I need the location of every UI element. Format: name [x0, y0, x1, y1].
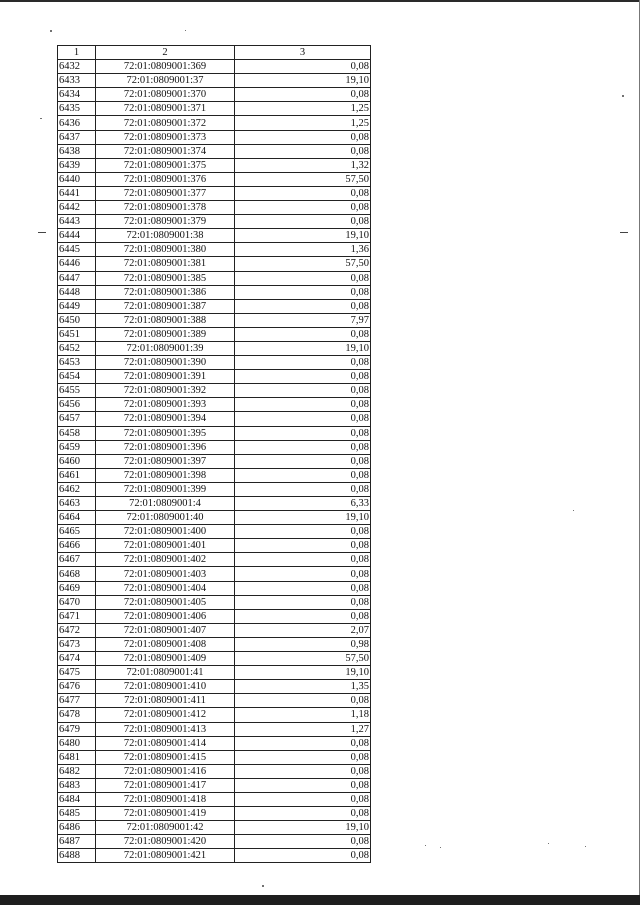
row-number-cell: 6462 [58, 482, 96, 496]
table-row [58, 511, 371, 525]
value-cell: 19,10 [235, 74, 371, 88]
value-cell: 19,10 [235, 821, 371, 835]
cadastral-number-cell: 72:01:0809001:377 [96, 186, 235, 200]
table-row [58, 666, 371, 680]
value-cell: 0,08 [235, 440, 371, 454]
table-row [58, 567, 371, 581]
cadastral-number-cell: 72:01:0809001:399 [96, 482, 235, 496]
row-number-cell: 6451 [58, 327, 96, 341]
cadastral-number-cell: 72:01:0809001:385 [96, 271, 235, 285]
table-row [58, 722, 371, 736]
value-cell: 0,08 [235, 525, 371, 539]
value-cell: 0,08 [235, 849, 371, 863]
table-row [58, 835, 371, 849]
cadastral-number-cell: 72:01:0809001:375 [96, 158, 235, 172]
value-cell: 6,33 [235, 497, 371, 511]
row-number-cell: 6455 [58, 384, 96, 398]
table-row [58, 736, 371, 750]
row-number-cell: 6470 [58, 595, 96, 609]
table-row [58, 454, 371, 468]
cadastral-number-cell: 72:01:0809001:404 [96, 581, 235, 595]
table-row [58, 440, 371, 454]
value-cell: 0,08 [235, 736, 371, 750]
scan-speck [38, 232, 46, 233]
table-row [58, 778, 371, 792]
scan-top-edge [0, 0, 640, 2]
cadastral-number-cell: 72:01:0809001:395 [96, 426, 235, 440]
table-row [58, 257, 371, 271]
table-row [58, 525, 371, 539]
table-row [58, 116, 371, 130]
value-cell: 0,08 [235, 186, 371, 200]
scan-speck [440, 847, 441, 848]
cadastral-number-cell: 72:01:0809001:393 [96, 398, 235, 412]
table-row [58, 370, 371, 384]
value-cell: 0,08 [235, 694, 371, 708]
row-number-cell: 6457 [58, 412, 96, 426]
cadastral-number-cell: 72:01:0809001:420 [96, 835, 235, 849]
cadastral-number-cell: 72:01:0809001:390 [96, 356, 235, 370]
cadastral-number-cell: 72:01:0809001:4 [96, 497, 235, 511]
value-cell: 1,27 [235, 722, 371, 736]
row-number-cell: 6452 [58, 341, 96, 355]
table-row [58, 60, 371, 74]
value-cell: 1,36 [235, 243, 371, 257]
value-cell: 1,32 [235, 158, 371, 172]
table-row [58, 708, 371, 722]
row-number-cell: 6482 [58, 764, 96, 778]
scan-speck [425, 845, 426, 846]
table-row [58, 623, 371, 637]
row-number-cell: 6450 [58, 313, 96, 327]
value-cell: 0,08 [235, 215, 371, 229]
cadastral-number-cell: 72:01:0809001:411 [96, 694, 235, 708]
table-row [58, 158, 371, 172]
value-cell: 0,08 [235, 835, 371, 849]
row-number-cell: 6468 [58, 567, 96, 581]
value-cell: 0,08 [235, 130, 371, 144]
row-number-cell: 6465 [58, 525, 96, 539]
value-cell: 0,08 [235, 609, 371, 623]
table-row [58, 595, 371, 609]
cadastral-number-cell: 72:01:0809001:403 [96, 567, 235, 581]
cadastral-number-cell: 72:01:0809001:398 [96, 468, 235, 482]
value-cell: 0,08 [235, 412, 371, 426]
table-row [58, 130, 371, 144]
cadastral-number-cell: 72:01:0809001:387 [96, 299, 235, 313]
row-number-cell: 6453 [58, 356, 96, 370]
row-number-cell: 6439 [58, 158, 96, 172]
scan-bottom-edge [0, 895, 640, 905]
row-number-cell: 6477 [58, 694, 96, 708]
row-number-cell: 6486 [58, 821, 96, 835]
cadastral-number-cell: 72:01:0809001:419 [96, 807, 235, 821]
table-row [58, 186, 371, 200]
value-cell: 0,08 [235, 144, 371, 158]
cadastral-number-cell: 72:01:0809001:42 [96, 821, 235, 835]
cadastral-number-cell: 72:01:0809001:410 [96, 680, 235, 694]
cadastral-number-cell: 72:01:0809001:376 [96, 172, 235, 186]
cadastral-number-cell: 72:01:0809001:414 [96, 736, 235, 750]
table-row [58, 341, 371, 355]
cadastral-number-cell: 72:01:0809001:39 [96, 341, 235, 355]
cadastral-number-cell: 72:01:0809001:418 [96, 792, 235, 806]
value-cell: 0,08 [235, 201, 371, 215]
cadastral-number-cell: 72:01:0809001:402 [96, 553, 235, 567]
value-cell: 0,08 [235, 778, 371, 792]
scan-speck [40, 118, 42, 119]
value-cell: 0,08 [235, 807, 371, 821]
cadastral-number-cell: 72:01:0809001:388 [96, 313, 235, 327]
row-number-cell: 6456 [58, 398, 96, 412]
row-number-cell: 6447 [58, 271, 96, 285]
value-cell: 57,50 [235, 172, 371, 186]
row-number-cell: 6432 [58, 60, 96, 74]
cadastral-number-cell: 72:01:0809001:405 [96, 595, 235, 609]
cadastral-number-cell: 72:01:0809001:406 [96, 609, 235, 623]
cadastral-number-cell: 72:01:0809001:372 [96, 116, 235, 130]
table-row [58, 285, 371, 299]
row-number-cell: 6442 [58, 201, 96, 215]
row-number-cell: 6434 [58, 88, 96, 102]
table-row [58, 313, 371, 327]
table-row [58, 271, 371, 285]
table-row [58, 849, 371, 863]
value-cell: 19,10 [235, 666, 371, 680]
table-row [58, 750, 371, 764]
row-number-cell: 6469 [58, 581, 96, 595]
table-row [58, 497, 371, 511]
cadastral-number-cell: 72:01:0809001:391 [96, 370, 235, 384]
table-row [58, 327, 371, 341]
value-cell: 19,10 [235, 341, 371, 355]
row-number-cell: 6479 [58, 722, 96, 736]
scan-speck [50, 30, 52, 32]
table-row [58, 637, 371, 651]
row-number-cell: 6433 [58, 74, 96, 88]
table-header-row [58, 46, 371, 60]
cadastral-number-cell: 72:01:0809001:394 [96, 412, 235, 426]
scan-speck [585, 846, 586, 847]
table-row [58, 609, 371, 623]
table-row [58, 243, 371, 257]
row-number-cell: 6464 [58, 511, 96, 525]
table-row [58, 102, 371, 116]
row-number-cell: 6441 [58, 186, 96, 200]
value-cell: 0,08 [235, 750, 371, 764]
scan-speck [620, 232, 628, 233]
table-row [58, 229, 371, 243]
cadastral-number-cell: 72:01:0809001:380 [96, 243, 235, 257]
row-number-cell: 6438 [58, 144, 96, 158]
row-number-cell: 6480 [58, 736, 96, 750]
value-cell: 0,08 [235, 384, 371, 398]
row-number-cell: 6444 [58, 229, 96, 243]
table-row [58, 356, 371, 370]
table-row [58, 539, 371, 553]
value-cell: 0,08 [235, 482, 371, 496]
parcel-table [57, 45, 371, 863]
cadastral-number-cell: 72:01:0809001:41 [96, 666, 235, 680]
row-number-cell: 6460 [58, 454, 96, 468]
cadastral-number-cell: 72:01:0809001:374 [96, 144, 235, 158]
row-number-cell: 6487 [58, 835, 96, 849]
value-cell: 0,08 [235, 356, 371, 370]
cadastral-number-cell: 72:01:0809001:389 [96, 327, 235, 341]
cadastral-number-cell: 72:01:0809001:396 [96, 440, 235, 454]
table-row [58, 398, 371, 412]
value-cell: 19,10 [235, 511, 371, 525]
value-cell: 0,08 [235, 60, 371, 74]
table-row [58, 652, 371, 666]
row-number-cell: 6471 [58, 609, 96, 623]
cadastral-number-cell: 72:01:0809001:413 [96, 722, 235, 736]
table-row [58, 764, 371, 778]
value-cell: 57,50 [235, 652, 371, 666]
row-number-cell: 6440 [58, 172, 96, 186]
value-cell: 0,08 [235, 271, 371, 285]
row-number-cell: 6463 [58, 497, 96, 511]
cadastral-number-cell: 72:01:0809001:415 [96, 750, 235, 764]
cadastral-number-cell: 72:01:0809001:379 [96, 215, 235, 229]
scan-speck [548, 843, 549, 844]
value-cell: 0,08 [235, 581, 371, 595]
cadastral-number-cell: 72:01:0809001:409 [96, 652, 235, 666]
cadastral-number-cell: 72:01:0809001:401 [96, 539, 235, 553]
table-row [58, 680, 371, 694]
table-row [58, 807, 371, 821]
table-row [58, 201, 371, 215]
table-row [58, 74, 371, 88]
row-number-cell: 6459 [58, 440, 96, 454]
row-number-cell: 6449 [58, 299, 96, 313]
row-number-cell: 6473 [58, 637, 96, 651]
row-number-cell: 6436 [58, 116, 96, 130]
cadastral-number-cell: 72:01:0809001:371 [96, 102, 235, 116]
value-cell: 57,50 [235, 257, 371, 271]
value-cell: 1,35 [235, 680, 371, 694]
row-number-cell: 6481 [58, 750, 96, 764]
row-number-cell: 6458 [58, 426, 96, 440]
row-number-cell: 6474 [58, 652, 96, 666]
row-number-cell: 6467 [58, 553, 96, 567]
table-row [58, 553, 371, 567]
value-cell: 2,07 [235, 623, 371, 637]
cadastral-number-cell: 72:01:0809001:416 [96, 764, 235, 778]
row-number-cell: 6475 [58, 666, 96, 680]
scan-speck [573, 510, 574, 511]
column-header-number: 1 [58, 46, 96, 60]
value-cell: 1,18 [235, 708, 371, 722]
value-cell: 0,08 [235, 327, 371, 341]
cadastral-number-cell: 72:01:0809001:412 [96, 708, 235, 722]
row-number-cell: 6488 [58, 849, 96, 863]
table-row [58, 88, 371, 102]
row-number-cell: 6445 [58, 243, 96, 257]
value-cell: 0,08 [235, 468, 371, 482]
value-cell: 0,08 [235, 370, 371, 384]
cadastral-number-cell: 72:01:0809001:370 [96, 88, 235, 102]
row-number-cell: 6478 [58, 708, 96, 722]
cadastral-number-cell: 72:01:0809001:37 [96, 74, 235, 88]
value-cell: 7,97 [235, 313, 371, 327]
cadastral-number-cell: 72:01:0809001:38 [96, 229, 235, 243]
row-number-cell: 6466 [58, 539, 96, 553]
table-row [58, 581, 371, 595]
row-number-cell: 6454 [58, 370, 96, 384]
table-row [58, 821, 371, 835]
cadastral-number-cell: 72:01:0809001:381 [96, 257, 235, 271]
table-row [58, 144, 371, 158]
table-row [58, 792, 371, 806]
cadastral-number-cell: 72:01:0809001:417 [96, 778, 235, 792]
value-cell: 0,08 [235, 539, 371, 553]
cadastral-number-cell: 72:01:0809001:397 [96, 454, 235, 468]
row-number-cell: 6472 [58, 623, 96, 637]
value-cell: 0,98 [235, 637, 371, 651]
row-number-cell: 6461 [58, 468, 96, 482]
table-row [58, 412, 371, 426]
value-cell: 0,08 [235, 88, 371, 102]
cadastral-number-cell: 72:01:0809001:373 [96, 130, 235, 144]
cadastral-number-cell: 72:01:0809001:400 [96, 525, 235, 539]
table-row [58, 384, 371, 398]
table-body [58, 60, 371, 863]
value-cell: 0,08 [235, 553, 371, 567]
table-row [58, 426, 371, 440]
row-number-cell: 6476 [58, 680, 96, 694]
row-number-cell: 6435 [58, 102, 96, 116]
row-number-cell: 6446 [58, 257, 96, 271]
value-cell: 0,08 [235, 426, 371, 440]
cadastral-number-cell: 72:01:0809001:421 [96, 849, 235, 863]
row-number-cell: 6485 [58, 807, 96, 821]
scan-speck [262, 885, 264, 887]
column-header-value: 3 [235, 46, 371, 60]
row-number-cell: 6448 [58, 285, 96, 299]
scan-speck [185, 30, 186, 31]
table-row [58, 172, 371, 186]
cadastral-number-cell: 72:01:0809001:369 [96, 60, 235, 74]
cadastral-number-cell: 72:01:0809001:386 [96, 285, 235, 299]
cadastral-number-cell: 72:01:0809001:40 [96, 511, 235, 525]
value-cell: 1,25 [235, 116, 371, 130]
scan-speck [622, 95, 624, 97]
value-cell: 0,08 [235, 792, 371, 806]
value-cell: 19,10 [235, 229, 371, 243]
table-row [58, 694, 371, 708]
value-cell: 0,08 [235, 299, 371, 313]
row-number-cell: 6443 [58, 215, 96, 229]
row-number-cell: 6437 [58, 130, 96, 144]
table-row [58, 215, 371, 229]
cadastral-number-cell: 72:01:0809001:407 [96, 623, 235, 637]
cadastral-number-cell: 72:01:0809001:378 [96, 201, 235, 215]
value-cell: 0,08 [235, 595, 371, 609]
cadastral-number-cell: 72:01:0809001:408 [96, 637, 235, 651]
value-cell: 1,25 [235, 102, 371, 116]
value-cell: 0,08 [235, 398, 371, 412]
table-row [58, 299, 371, 313]
value-cell: 0,08 [235, 454, 371, 468]
table-row [58, 468, 371, 482]
column-header-cadastral-number: 2 [96, 46, 235, 60]
table-row [58, 482, 371, 496]
row-number-cell: 6484 [58, 792, 96, 806]
value-cell: 0,08 [235, 764, 371, 778]
value-cell: 0,08 [235, 567, 371, 581]
cadastral-number-cell: 72:01:0809001:392 [96, 384, 235, 398]
value-cell: 0,08 [235, 285, 371, 299]
row-number-cell: 6483 [58, 778, 96, 792]
